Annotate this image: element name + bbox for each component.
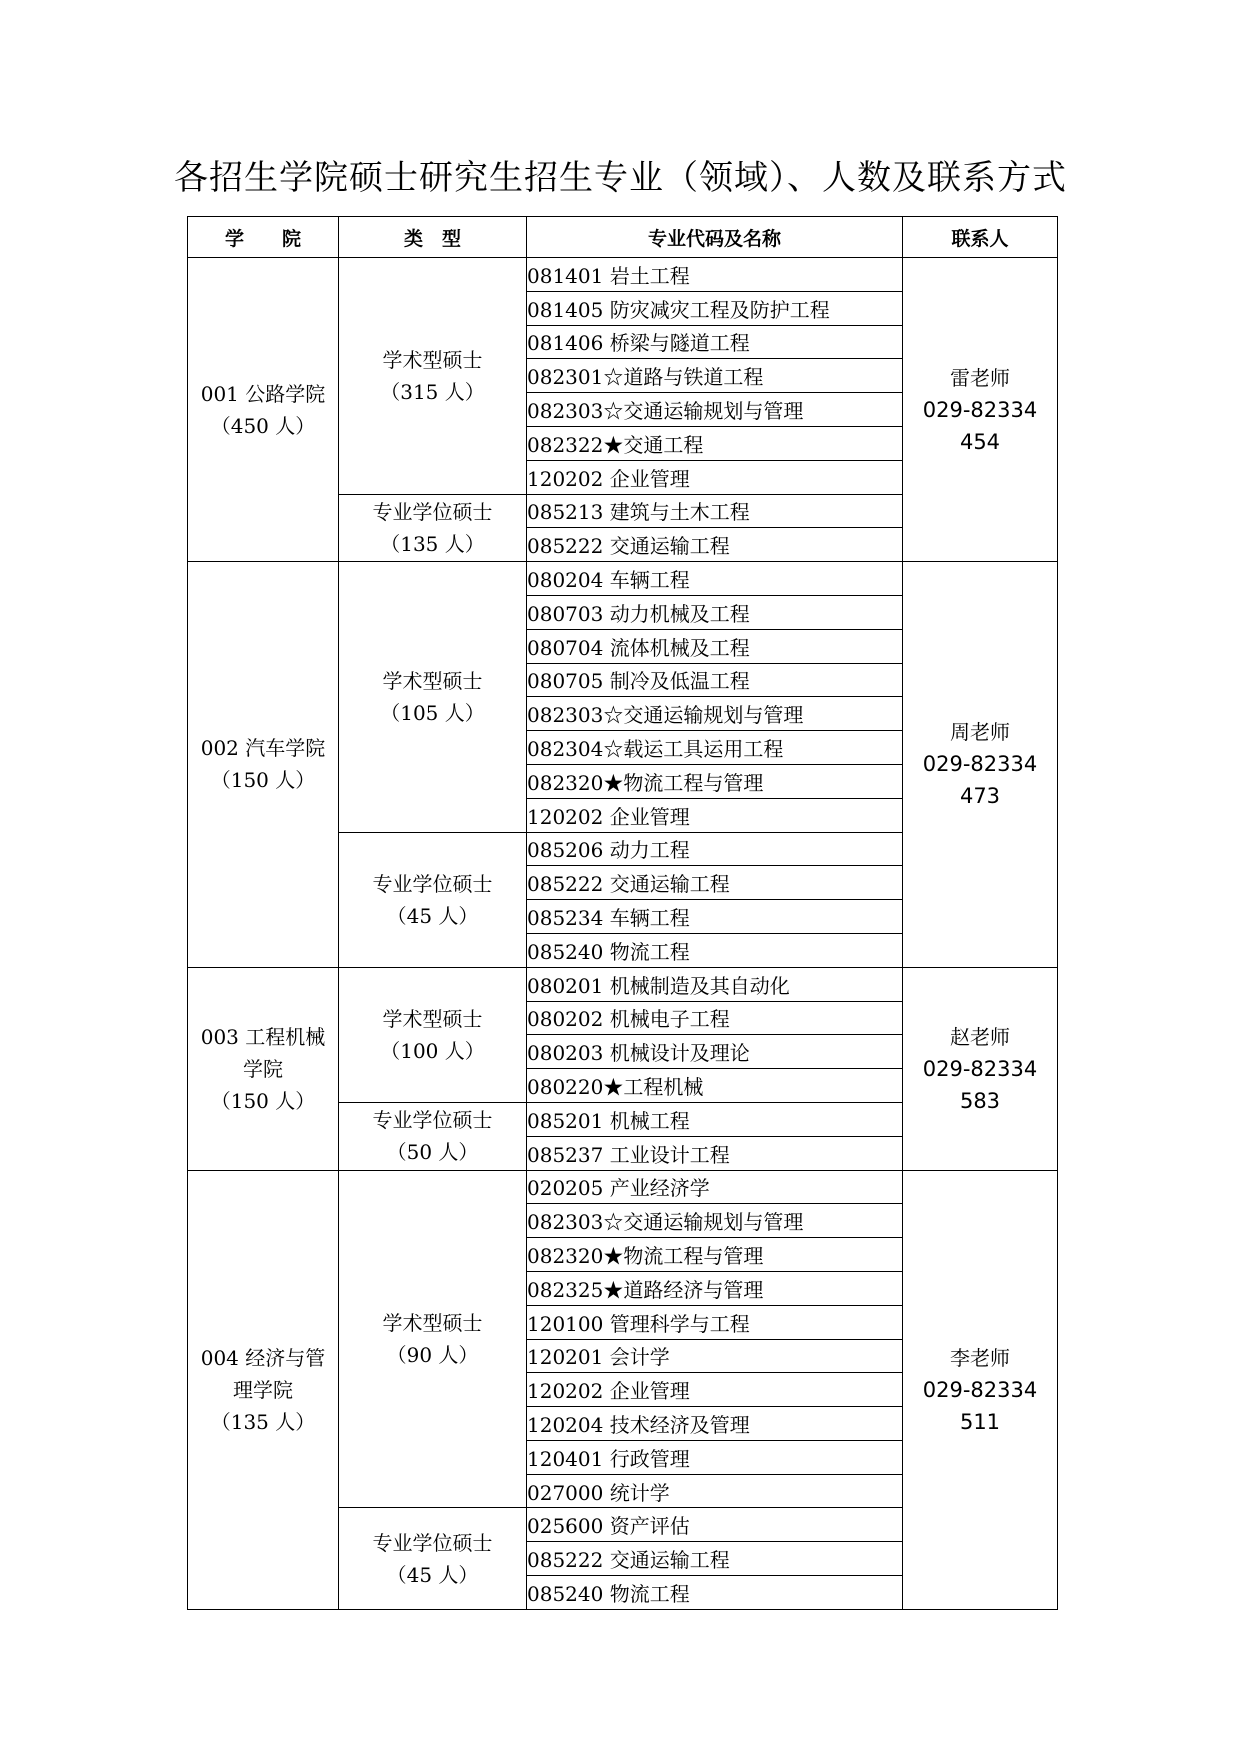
type-count: （100 人）	[380, 1038, 485, 1063]
header-type: 类 型	[339, 217, 527, 258]
type-label: 专业学位硕士	[372, 871, 493, 896]
major-cell: 085201 机械工程	[527, 1102, 903, 1136]
major-cell: 080704 流体机械及工程	[527, 629, 903, 663]
college-count: （150 人）	[210, 1088, 316, 1113]
major-cell: 085222 交通运输工程	[527, 528, 903, 562]
type-count: （45 人）	[386, 1562, 479, 1587]
major-cell: 085206 动力工程	[527, 832, 903, 866]
type-count: （105 人）	[380, 700, 485, 725]
major-cell: 082303☆交通运输规划与管理	[527, 1204, 903, 1238]
enrollment-table	[187, 216, 1058, 1610]
contact-phone-ext: 583	[959, 1088, 1001, 1113]
major-cell: 082301☆道路与铁道工程	[527, 359, 903, 393]
college-name-cont: 理学院	[233, 1377, 293, 1402]
major-cell: 085237 工业设计工程	[527, 1136, 903, 1170]
major-cell: 081401 岩土工程	[527, 258, 903, 292]
major-cell: 082304☆载运工具运用工程	[527, 731, 903, 765]
college-name: 004 经济与管	[200, 1345, 326, 1370]
college-cell	[188, 258, 339, 562]
college-name: 003 工程机械	[200, 1024, 326, 1049]
contact-phone: 029-82334	[922, 752, 1038, 777]
type-label: 专业学位硕士	[372, 1108, 493, 1133]
major-cell: 080705 制冷及低温工程	[527, 663, 903, 697]
type-label: 学术型硕士	[382, 668, 483, 693]
contact-phone-ext: 454	[959, 429, 1001, 454]
page-title: 各招生学院硕士研究生招生专业（领域）、人数及联系方式	[174, 158, 1067, 198]
type-label: 学术型硕士	[382, 1311, 483, 1335]
major-cell: 082303☆交通运输规划与管理	[527, 393, 903, 427]
type-label: 专业学位硕士	[372, 499, 493, 524]
college-name: 001 公路学院	[200, 381, 326, 406]
college-count: （150 人）	[210, 768, 316, 793]
type-cell	[339, 258, 527, 495]
college-count: （135 人）	[210, 1409, 316, 1434]
header-major: 专业代码及名称	[527, 217, 903, 258]
major-cell: 082320★物流工程与管理	[527, 764, 903, 798]
major-cell: 082325★道路经济与管理	[527, 1271, 903, 1305]
major-cell: 025600 资产评估	[527, 1508, 903, 1542]
major-cell: 080202 机械电子工程	[527, 1001, 903, 1035]
major-cell: 085234 车辆工程	[527, 900, 903, 934]
type-label: 学术型硕士	[382, 347, 483, 372]
contact-name: 周老师	[950, 720, 1010, 745]
header-college: 学 院	[188, 217, 339, 258]
major-cell: 020205 产业经济学	[527, 1170, 903, 1204]
contact-cell	[903, 967, 1058, 1170]
major-cell: 085222 交通运输工程	[527, 1542, 903, 1576]
major-cell: 085240 物流工程	[527, 1576, 903, 1610]
contact-phone: 029-82334	[922, 1377, 1038, 1402]
college-cell	[188, 967, 339, 1170]
major-cell: 081406 桥梁与隧道工程	[527, 325, 903, 359]
contact-name: 李老师	[950, 1345, 1010, 1370]
contact-cell	[903, 1170, 1058, 1609]
table-row	[188, 1170, 1058, 1204]
major-cell: 080204 车辆工程	[527, 562, 903, 596]
major-cell: 085213 建筑与土木工程	[527, 494, 903, 528]
table-row	[188, 258, 1058, 292]
major-cell: 080201 机械制造及其自动化	[527, 967, 903, 1001]
contact-name: 雷老师	[950, 365, 1010, 390]
contact-phone: 029-82334	[922, 1056, 1038, 1081]
contact-cell	[903, 258, 1058, 562]
major-cell: 082320★物流工程与管理	[527, 1238, 903, 1272]
major-cell: 120202 企业管理	[527, 460, 903, 494]
type-count: （50 人）	[386, 1140, 479, 1165]
type-count: （45 人）	[386, 903, 479, 928]
college-count: （450 人）	[210, 413, 316, 438]
table-header-row	[188, 217, 1058, 258]
major-cell: 085222 交通运输工程	[527, 866, 903, 900]
type-cell	[339, 1170, 527, 1508]
type-cell	[339, 967, 527, 1102]
contact-phone-ext: 473	[959, 784, 1001, 809]
table-row	[188, 967, 1058, 1001]
header-contact: 联系人	[903, 217, 1058, 258]
major-cell: 120401 行政管理	[527, 1440, 903, 1474]
contact-cell	[903, 562, 1058, 968]
type-cell	[339, 1102, 527, 1170]
major-cell: 085240 物流工程	[527, 933, 903, 967]
table-row	[188, 562, 1058, 596]
type-cell	[339, 832, 527, 967]
major-cell: 080703 动力机械及工程	[527, 595, 903, 629]
type-count: （315 人）	[380, 379, 485, 404]
type-label: 专业学位硕士	[372, 1530, 493, 1555]
college-cell	[188, 562, 339, 968]
major-cell: 120202 企业管理	[527, 798, 903, 832]
college-name: 002 汽车学院	[200, 736, 326, 761]
major-cell: 081405 防灾减灾工程及防护工程	[527, 291, 903, 325]
major-cell: 027000 统计学	[527, 1474, 903, 1508]
college-name-cont: 学院	[243, 1056, 283, 1081]
college-cell	[188, 1170, 339, 1609]
major-cell: 080220★工程机械	[527, 1069, 903, 1103]
major-cell: 120201 会计学	[527, 1339, 903, 1373]
major-cell: 120204 技术经济及管理	[527, 1407, 903, 1441]
major-cell: 082303☆交通运输规划与管理	[527, 697, 903, 731]
type-cell	[339, 1508, 527, 1609]
type-cell	[339, 494, 527, 562]
type-count: （90 人）	[386, 1343, 479, 1367]
major-cell: 120100 管理科学与工程	[527, 1305, 903, 1339]
contact-phone-ext: 511	[959, 1409, 1001, 1434]
major-cell: 080203 机械设计及理论	[527, 1035, 903, 1069]
type-count: （135 人）	[380, 531, 485, 556]
major-cell: 082322★交通工程	[527, 426, 903, 460]
contact-name: 赵老师	[950, 1024, 1010, 1049]
type-label: 学术型硕士	[382, 1006, 483, 1031]
contact-phone: 029-82334	[922, 397, 1038, 422]
type-cell	[339, 562, 527, 832]
major-cell: 120202 企业管理	[527, 1373, 903, 1407]
